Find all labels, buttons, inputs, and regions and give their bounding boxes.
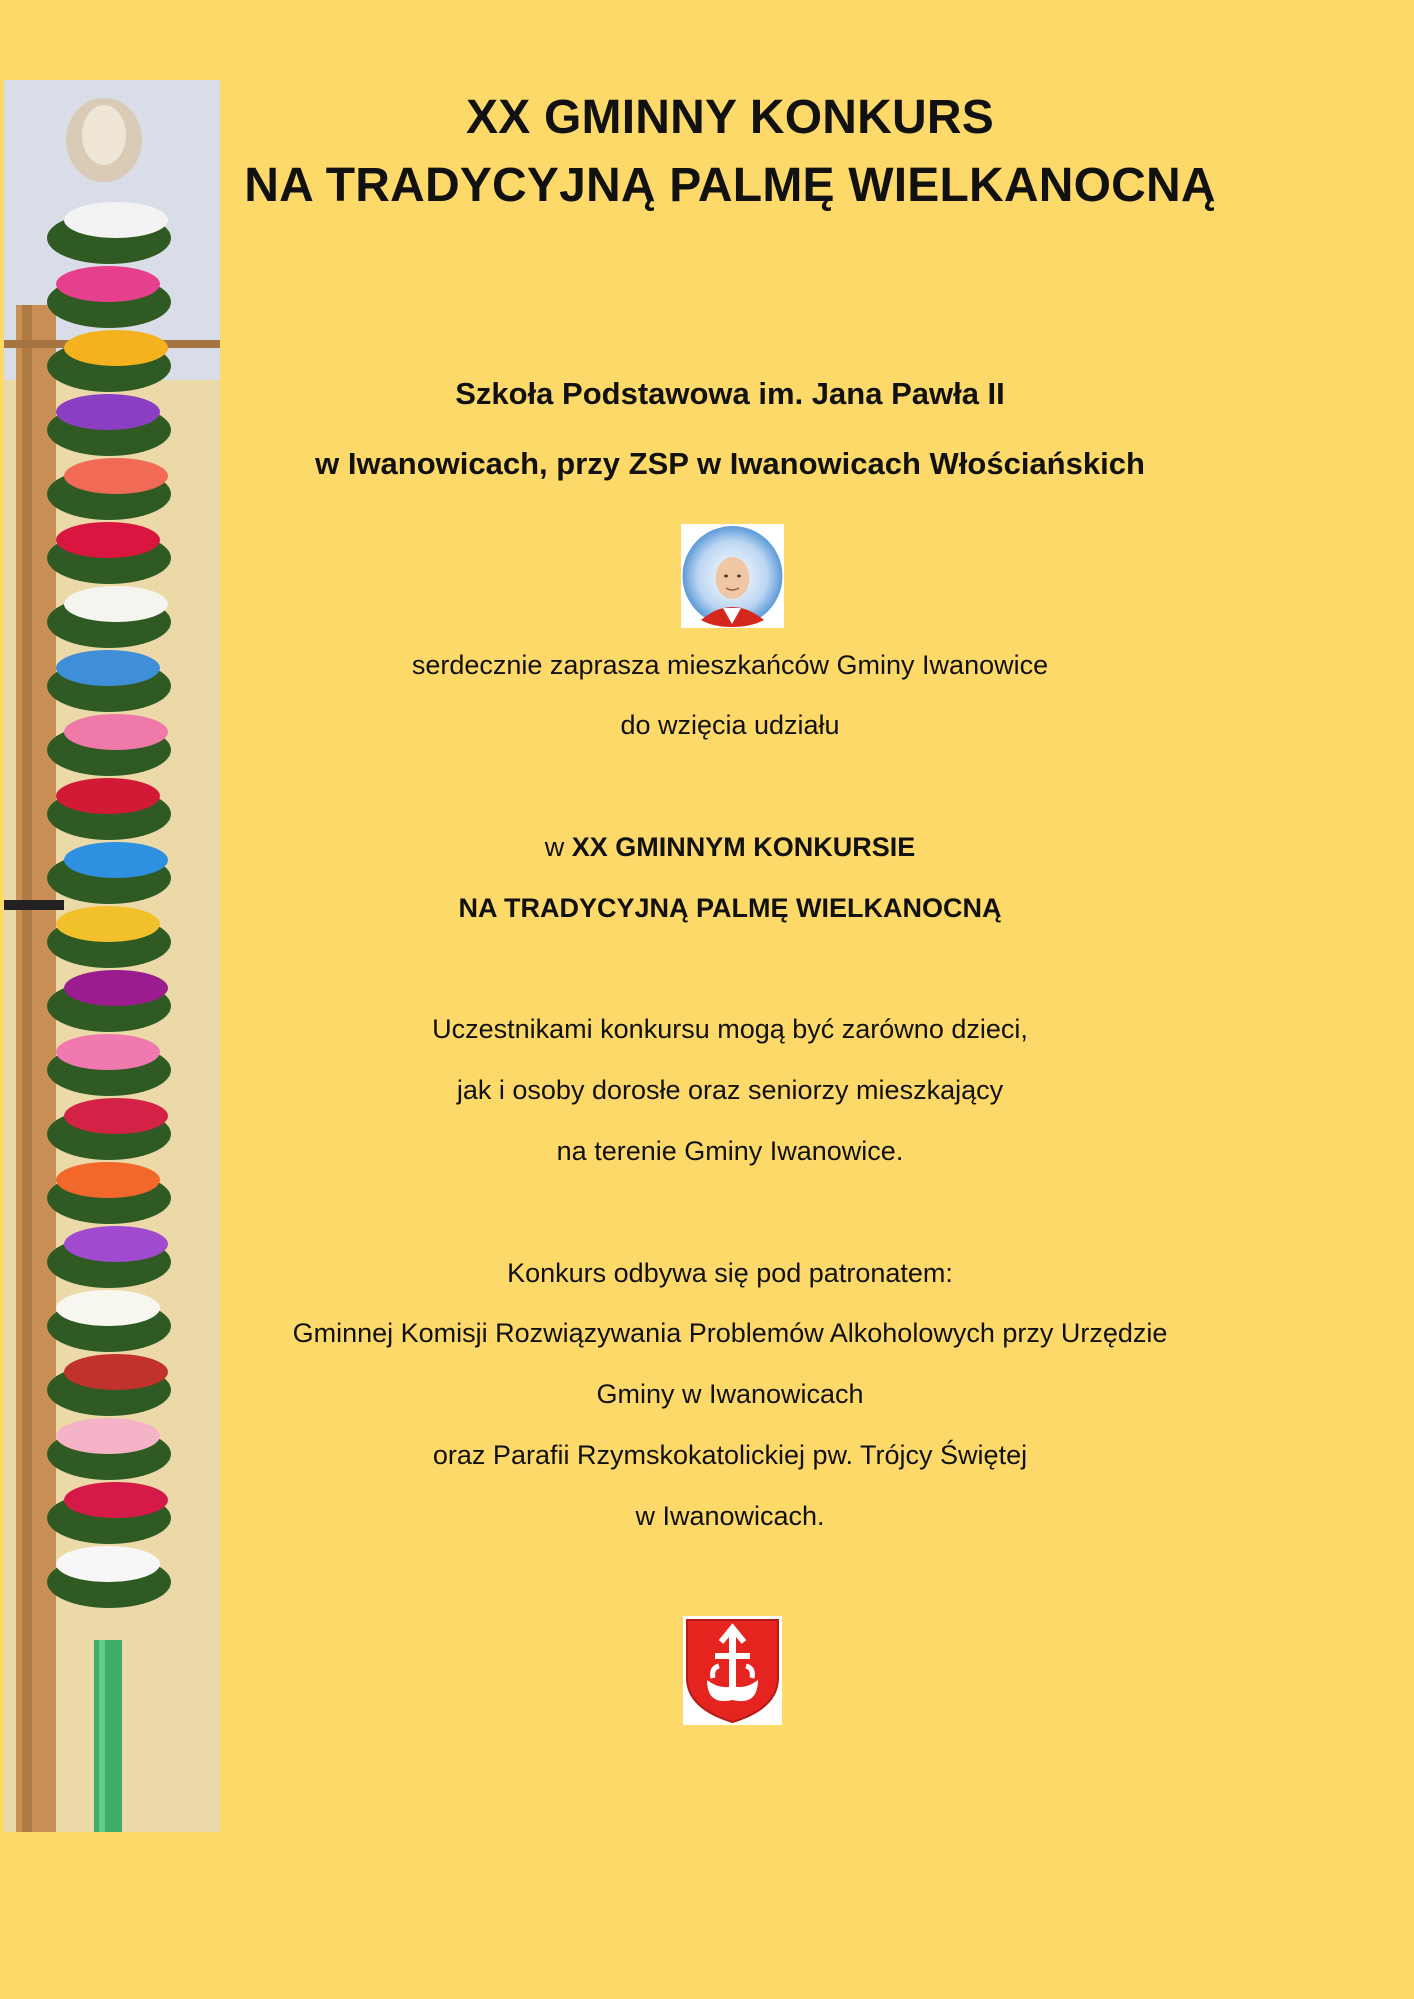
organizer-name: Szkoła Podstawowa im. Jana Pawła II — [455, 376, 1005, 411]
invitation-line-2: do wzięcia udziału — [620, 710, 840, 740]
patronage-line-4: oraz Parafii Rzymskokatolickiej pw. Trójcy Świętej — [432, 1440, 1028, 1470]
invitation-line-1: serdecznie zaprasza mieszkańców Gminy Iwanowice — [411, 650, 1049, 680]
contest-name-line-2: NA TRADYCYJNĄ PALMĘ WIELKANOCNĄ — [458, 893, 1002, 923]
patronage-line-1: Konkurs odbywa się pod patronatem: — [507, 1258, 953, 1288]
municipal-crest-image — [683, 1616, 782, 1725]
organizer-location: w Iwanowicach, przy ZSP w Iwanowicach Włościańskich — [315, 446, 1145, 481]
contest-name-bold: XX GMINNYM KONKURSIE — [571, 832, 916, 862]
easter-palm-photo — [4, 80, 220, 1832]
poster-content — [220, 0, 1240, 1999]
participants-line-2: jak i osoby dorosłe oraz seniorzy mieszkający — [456, 1075, 1004, 1105]
poster-title-line-2: NA TRADYCYJNĄ PALMĘ WIELKANOCNĄ — [244, 159, 1216, 212]
patronage-line-5: w Iwanowicach. — [635, 1501, 825, 1531]
patronage-line-3: Gminy w Iwanowicach — [596, 1379, 864, 1409]
poster-title-line-1: XX GMINNY KONKURS — [466, 91, 994, 144]
participants-line-3: na terenie Gminy Iwanowice. — [556, 1136, 904, 1166]
pope-portrait-image — [681, 524, 784, 628]
contest-name-line-1 — [220, 832, 1240, 863]
participants-line-1: Uczestnikami konkursu mogą być zarówno dzieci, — [432, 1014, 1028, 1044]
patronage-line-2: Gminnej Komisji Rozwiązywania Problemów Alkoholowych przy Urzędzie — [292, 1318, 1168, 1348]
contest-prefix: w — [544, 832, 572, 862]
